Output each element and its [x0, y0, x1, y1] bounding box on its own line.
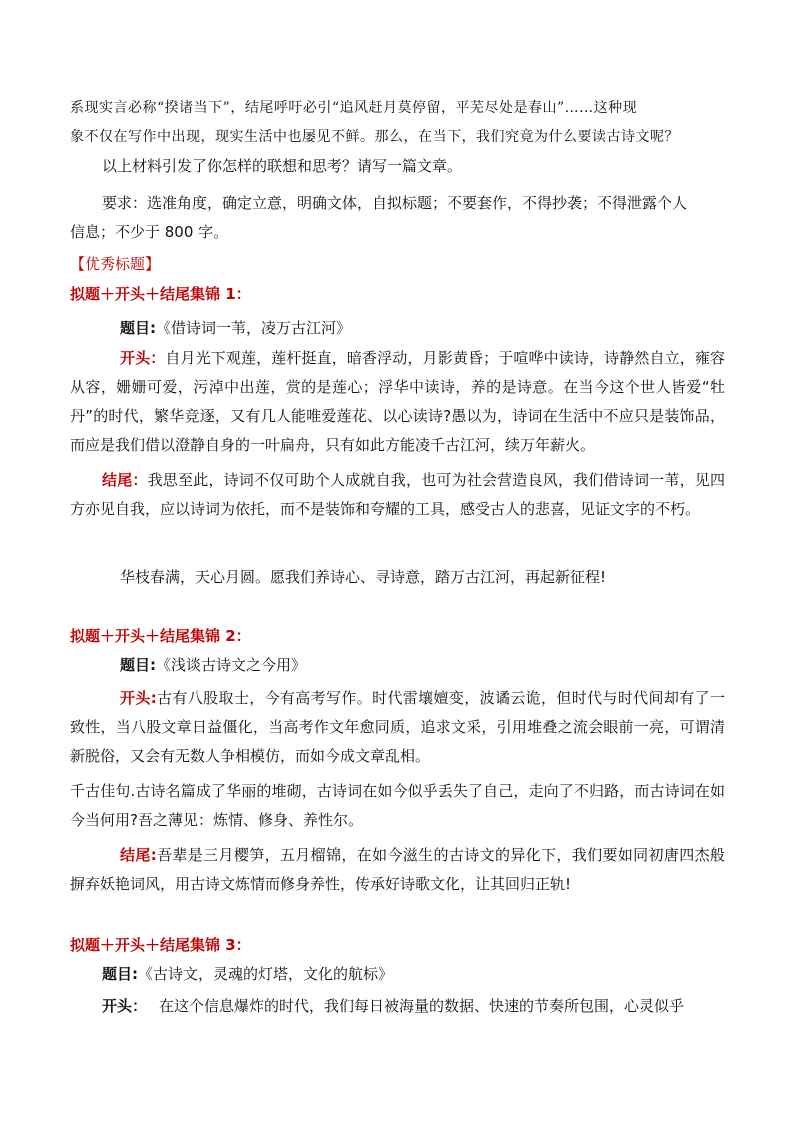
opening-label: 开头：: [102, 997, 148, 1015]
example-2-ending: [70, 841, 725, 899]
example-2-title: 《浅谈古诗文之今用》: [156, 656, 307, 674]
example-1-opening-text: 自月光下观莲，莲杆挺直，暗香浮动，月影黄昏；于喧哗中读诗，诗静然自立，雍容从容，姗姗可爱，污淖中出莲，赏的是莲心；浮华中读诗，养的是诗意。在当今这个世人皆爱“牡丹”的时代，繁华竞逐，又有几人能唯爱莲花、以心读诗?愚以为，诗词在生活中不应只是装饰品，而应是我们借以澄静自身的一叶扁舟，只有如此方能凌千古江河，续万年薪火。: [70, 349, 725, 454]
example-1-title-row: [120, 318, 351, 338]
example-2-opening-more: 千古佳句.古诗名篇成了华丽的堆砌，古诗词在如今似乎丢失了自己，走向了不归路，而古诗词在如今当何用?吾之薄见：炼情、修身、养性尔。: [70, 782, 725, 829]
title-label: 题目:: [120, 319, 156, 337]
example-1-title: 《借诗词一苇，凌万古江河》: [156, 319, 352, 337]
opening-separator: :: [150, 689, 157, 707]
opening-label: 开头: [120, 689, 151, 707]
example-3-title-row: [102, 964, 393, 984]
requirements-line-2: 信息；不少于 800 字。: [70, 223, 229, 241]
example-2-opening: [70, 684, 725, 771]
example-2-opening-text: 古有八股取士，今有高考写作。时代雷壤嬗变，波谲云诡，但时代与时代间却有了一致性，当八股文章日益僵化，当高考作文年愈同质，追求文采，引用堆叠之流会眼前一亮，可谓清新脱俗，又会有无数人争相模仿，而如今成文章乱相。: [70, 689, 725, 765]
opening-label: 开头: [120, 349, 151, 367]
example-3-opening: [102, 996, 684, 1016]
title-label: 题目:: [102, 965, 138, 983]
ending-separator: ：: [132, 471, 148, 489]
requirements-line-1: 要求：选准角度，确定立意，明确文体，自拟标题；不要套作，不得抄袭；不得泄露个人: [102, 194, 688, 212]
example-1-opening: [70, 344, 725, 460]
title-label: 题目:: [120, 656, 156, 674]
example-3-heading: 拟题＋开头＋结尾集锦 3：: [70, 936, 251, 954]
writing-prompt: 以上材料引发了你怎样的联想和思考？请写一篇文章。: [102, 157, 463, 175]
section-title: 【优秀标题】: [70, 255, 161, 273]
ending-label: 结尾: [102, 471, 133, 489]
example-1-ending-extra: 华枝春满，天心月圆。愿我们养诗心、寻诗意，踏万古江河，再起新征程!: [120, 568, 607, 586]
example-3-opening-text: 在这个信息爆炸的时代，我们每日被海量的数据、快速的节奏所包围，心灵似乎: [159, 997, 685, 1015]
ending-label: 结尾: [120, 846, 151, 864]
example-2-title-row: [120, 655, 306, 675]
ending-separator: :: [150, 846, 157, 864]
example-2-heading: 拟题＋开头＋结尾集锦 2：: [70, 627, 251, 645]
intro-line-1: 系现实言必称“揆诸当下”，结尾呼吁必引“追风赶月莫停留，平芜尽处是春山”……这种现: [70, 100, 638, 116]
example-3-title: 《古诗文，灵魂的灯塔，文化的航标》: [138, 965, 394, 983]
example-1-ending: [70, 466, 725, 524]
example-2-ending-text: 吾辈是三月樱笋，五月榴锦，在如今滋生的古诗文的异化下，我们要如同初唐四杰般摒弃妖艳词风，用古诗文炼情而修身养性，传承好诗歌文化，让其回归正轨!: [70, 846, 725, 893]
example-1-ending-text: 我思至此，诗词不仅可助个人成就自我，也可为社会营造良风，我们借诗词一苇，见四方亦见自我，应以诗词为依托，而不是装饰和夸耀的工具，感受古人的悲喜，见证文字的不朽。: [70, 471, 725, 518]
example-1-heading: 拟题＋开头＋结尾集锦 1：: [70, 285, 251, 303]
opening-separator: ：: [150, 349, 166, 367]
intro-line-2: 象不仅在写作中出现，现实生活中也屡见不鲜。那么，在当下，我们究竟为什么要读古诗文呢？: [70, 129, 679, 145]
